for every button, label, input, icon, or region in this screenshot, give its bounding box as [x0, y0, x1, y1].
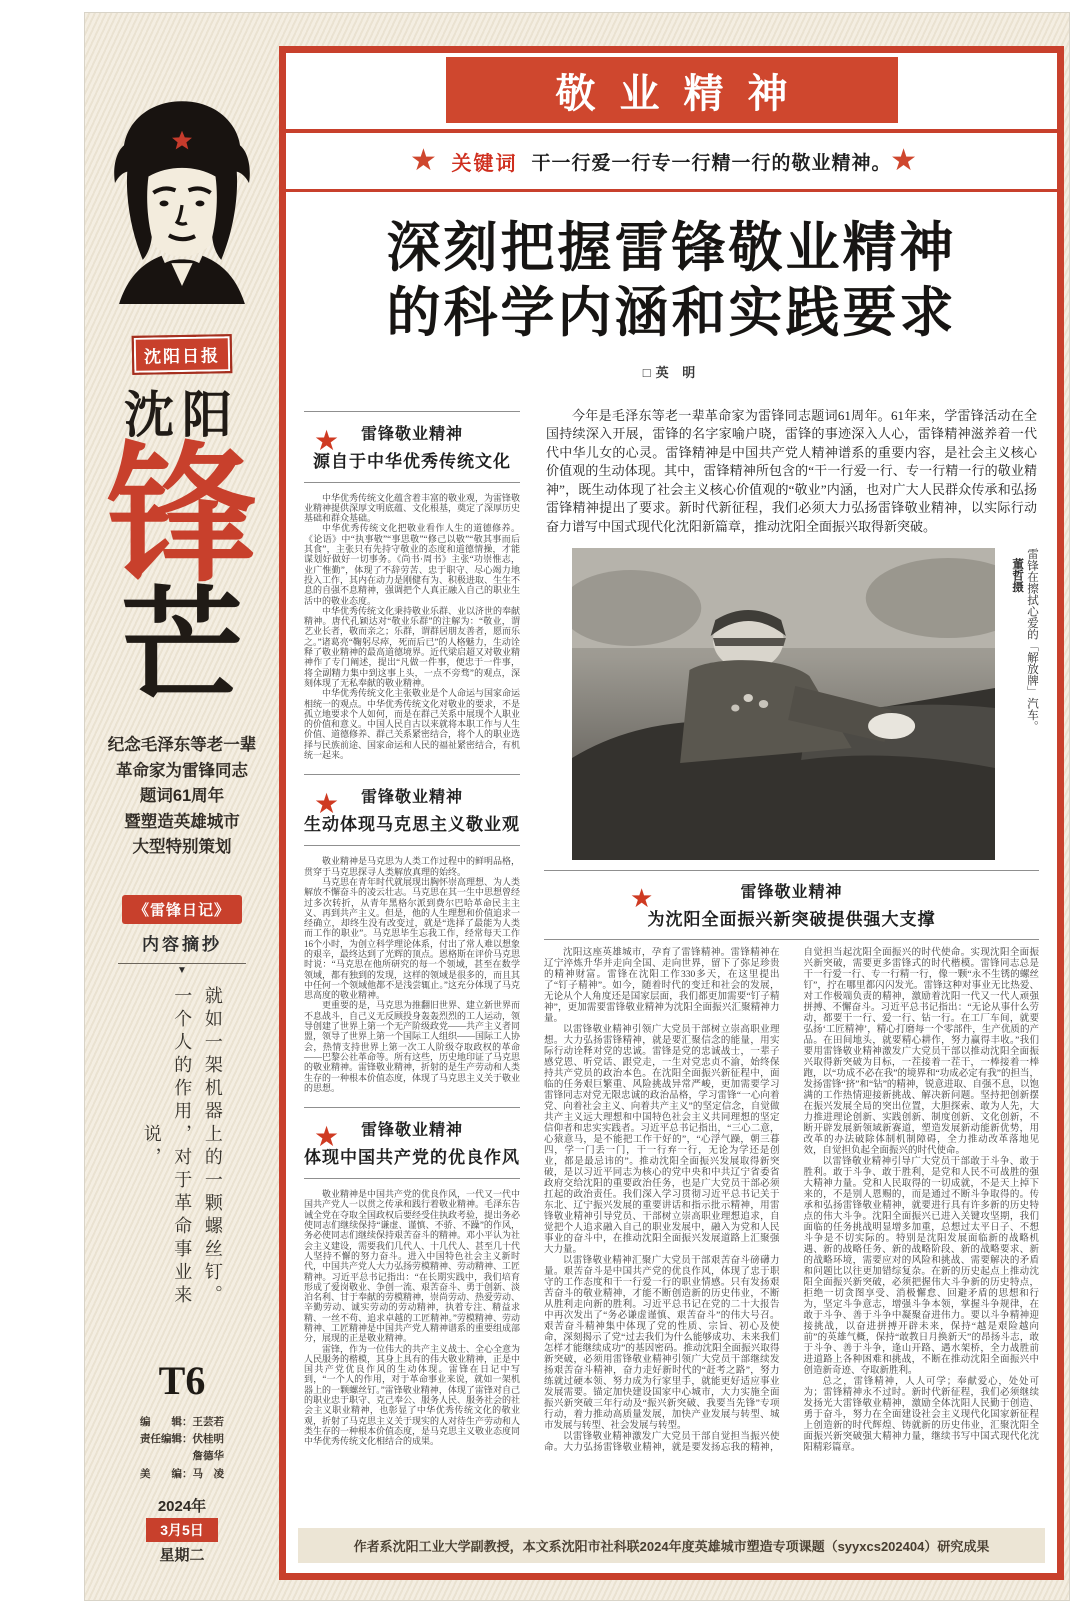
keyword-text: 干一行爱一行专一行精一行的敬业精神。: [531, 152, 892, 174]
date-weekday: 星期二: [159, 1547, 205, 1565]
staff-line: 詹德华: [140, 1450, 224, 1463]
quote-column: 一个人的作用，对于革命事业来说，: [141, 985, 193, 1308]
paragraph: 以雷锋敬业精神汇聚广大党员干部艰苦奋斗磅礴力量。艰苦奋斗是中国共产党的优良作风，体现了忠于职守的工作态度和干一行爱一行的职业情感。只有发扬艰苦奋斗的敬业精神，才能不断创造新的历史伟业，不断从胜利走向新的胜利。习近平总书记在党的二十大报告中再次发出了“务必谦虚谨慎、艰苦奋斗”的伟大号召。艰苦奋斗精神集中体现了党的性质、宗旨、初心及使命，深刻揭示了党“过去我们为什么能够成功、未来我们怎样才能继续成功”的基因密码。推动沈阳全面振兴取得新突破，必须用雷锋敬业精神引领广大党员干部继续发扬艰苦奋斗精神，奋力走好新时代的“赶考之路”，努力练就过硬本领、努力成为行家里手，就能更好适应事业发展需要。锚定加快建设国家中心城市，大力实施全面振兴新突破三年行动及“振兴新突破、我要当先锋”专项行动，着力推动高质量发展，加快产业发展与转型、城市发展与转型、社会发展与转型。: [544, 1256, 780, 1432]
lei-feng-photo: [572, 548, 995, 860]
lei-feng-portrait-illustration: [106, 75, 258, 327]
section2-header: [304, 774, 520, 846]
article-author: □英 明: [642, 364, 701, 380]
section2-title2: 生动体现马克思主义敬业观: [304, 815, 520, 835]
subtitle-line: 纪念毛泽东等老一辈: [107, 736, 257, 754]
banner-title: 敬业精神: [446, 57, 898, 123]
paragraph: 雷锋，作为一位伟大的共产主义战士、全心全意为人民服务的楷模，其身上具有的伟大敬业精神，正是中国共产党优良作风的生动体现。雷锋在日记中写到，“一个人的作用，对于革命事业来说，就如一架机器上的一颗螺丝钉。”雷锋敬业精神，体现了雷锋对自己的职业忠于职守、克己奉公、服务人民、服务社会的社会主义职业精神，也彰显了中华优秀传统文化的敬业观，折射了马克思主义关于现实的人对待生产劳动和人类生存的一种根本价值态度，是马克思主义敬业态度同中华优秀传统文化相结合的成果。: [304, 1343, 521, 1447]
section3-title1: 雷锋敬业精神: [360, 1122, 463, 1140]
diary-divider: [118, 963, 246, 976]
section3-header: [304, 1107, 520, 1179]
left-column: [304, 397, 520, 1455]
date-year: 2024年: [157, 1498, 207, 1516]
section2-title1: 雷锋敬业精神: [360, 789, 463, 807]
star-icon: ★: [314, 788, 340, 820]
paragraph: 总之，雷锋精神，人人可学；奉献爱心，处处可为；雷锋精神永不过时。新时代新征程，我们必须继续发扬光大雷锋敬业精神，激励全体沈阳人民勤于创造、勇于奋斗，努力在全面建设社会主义现代化国家新征程上创造新的时代辉煌、铸就新的历史伟业，汇聚沈阳全面振兴新突破强大精神力量，继续书写中国式现代化沈阳精彩篇章。: [803, 1377, 1039, 1454]
masthead-feng: 锋: [106, 431, 257, 599]
paragraph: 以雷锋敬业精神引导广大党员干部敢于斗争、敢于胜利。敢于斗争、敢于胜利，是党和人民不可战胜的强大精神力量。党和人民取得的一切成就，不是天上掉下来的，不是别人恩赐的，而是通过不断斗争取得的。传承和弘扬雷锋敬业精神，就要进行具有许多新的历史特点的伟大斗争。沈阳全面振兴已进入关键攻坚期，我们面临的任务挑战明显增多加重，总想过太平日子、不想斗争是不切实际的。特别是沈阳发展面临新的战略机遇、新的战略任务、新的战略阶段、新的战略要求、新的战略环境，需要应对的风险和挑战、需要解决的矛盾和问题比以往更加错综复杂。在新的历史起点上推动沈阳全面振兴新突破，必须把握伟大斗争新的历史特点，拒绝一切贪图享受、消极懈怠、回避矛盾的思想和行为，坚定斗争意志，增强斗争本领，掌握斗争规律，在敢于斗争、善于斗争中凝聚奋进伟力。要以斗争精神迎接挑战，以奋进拼搏开辟未来，保持“越是艰险越向前”的英雄气概，保持“敢教日月换新天”的昂扬斗志，敢于斗争、善于斗争，逢山开路、遇水架桥，全力战胜前进道路上各种困难和挑战，不断在推动沈阳全面振兴中创造新奇迹、夺取新胜利。: [803, 1157, 1039, 1377]
subtitle-line: 大型特别策划: [132, 838, 232, 857]
star-icon: ★: [890, 144, 917, 177]
star-icon: ★: [630, 883, 654, 914]
section3-title2: 体现中国共产党的优良作风: [304, 1148, 520, 1168]
special-plan-subtitle: [85, 733, 279, 861]
paragraph: 中华优秀传统文化蕴含着丰富的敬业观，为雷锋敬业精神提供深厚文明底蕴、文化根基，奠定了深厚历史基础和群众基础。: [304, 492, 521, 524]
paragraph: 以雷锋敬业精神引领广大党员干部树立崇高职业理想。大力弘扬雷锋精神，就是要汇聚信念的能量，用实际行动诠释对党的忠诚。雷锋是党的忠诚战士，一辈子感党恩、听党话、跟党走，一生对党忠贞不渝，始终保持共产党员的政治本色。在沈阳全面振兴新征程中，面临的任务艰巨繁重、风险挑战异常严峻，更加需要学习雷锋同志对党无限忠诚的政治品格，学习雷锋“一心向着党、向着社会主义、向着共产主义”的坚定信念，自觉做共产主义远大理想和中国特色社会主义共同理想的坚定信仰者和忠实实践者。习近平总书记指出，“三心二意，心猿意马，是不能把工作干好的”，“心浮气躁，朝三暮四，学一门丢一门，干一行弃一行，无论为学还是创业，都是最忌讳的”。推动沈阳全面振兴发展取得新突破，是以习近平同志为核心的党中央和中共辽宁省委省政府交给沈阳的重要政治任务，也是广大党员干部必须扛起的政治责任。我们深入学习贯彻习近平总书记关于东北、辽宁振兴发展的重要讲话和指示批示精神，用雷锋敬业精神引导党员、干部树立崇高职业理想追求，自觉把个人追求融入自己的职业发展中，融入为党和人民事业的奋斗中，在推动沈阳全面振兴发展道路上汇聚强大力量。: [544, 1025, 780, 1256]
subtitle-line: 革命家为雷锋同志: [116, 761, 248, 780]
page-number: T6: [158, 1357, 206, 1403]
masthead-mang: 芒: [121, 578, 243, 714]
headline-line1: 深刻把握雷锋敬业精神: [386, 218, 957, 278]
paragraph: 中华优秀传统文化秉持敬业乐群、业以济世的奉献精神。唐代孔颖达对“敬业乐群”的注解为：“敬业，谓艺业长者，敬而亲之；乐群，谓群居朋友善者，愿而乐之。”诸葛亮“鞠躬尽瘁，死而后已”的人格魅力，生动诠释了敬业精神的最高道德境界。近代梁启超又对敬业精神作了专门阐述，提出“凡做一件事，便忠于一件事，将全副精力集中到这事上头，一点不旁骛”的观点，深刻体现了无私奉献的敬业精神。: [304, 605, 521, 688]
date-day: 3月5日: [146, 1518, 218, 1542]
masthead-shenyang: 沈阳: [124, 387, 240, 443]
diary-quote-vertical: [136, 982, 228, 1312]
shenyang-daily-seal: 沈阳日报: [132, 334, 233, 375]
paragraph: 马克思在青年时代就展现出胸怀崇高理想、为人类解放不懈奋斗的凌云壮志。马克思在其一生中思想曾经过多次转折，从青年黑格尔派到费尔巴哈革命民主主义、再到共产主义。但是，他的人生理想和价值追求一经确立，却终生没有改变过，就是“选择了最能为人类而工作的职业”。马克思毕生忘我工作，经常每天工作16个小时，为创立科学理论体系，付出了常人难以想象的艰辛，最终达到了光辉的顶点。恩格斯在评价马克思时说：“马克思在他所研究的每一个领域，甚至在数学领域，都有独到的发现，这样的领域是很多的，而且其中任何一个领域他都不是浅尝辄止。”这充分体现了马克思高度的敬业精神。: [304, 876, 521, 1001]
article-headline: [286, 216, 1057, 346]
sidebar: [85, 13, 279, 1600]
section1-title1: 雷锋敬业精神: [360, 425, 463, 443]
staff-line: 责任编辑：伏桂明: [140, 1433, 224, 1446]
keyword-row: [286, 133, 1057, 192]
paragraph: 沈阳这座英雄城市，孕育了雷锋精神。雷锋精神在辽宁淬炼升华并走向全国、走向世界，留下了弥足珍贵的精神财富。雷锋在沈阳工作330多天，在这里提出了“钉子精神”。如今，随着时代的变迁和社会的发展，无论从个人角度还是国家层面，我们都更加需要“钉子精神”，更加需要雷锋敬业精神为沈阳全面振兴汇聚精神力量。: [544, 948, 780, 1025]
star-icon: ★: [410, 144, 437, 177]
section1-header: [304, 411, 520, 483]
diary-excerpt-label: 内容摘抄: [142, 934, 222, 954]
date-block: [85, 1495, 279, 1565]
star-icon: ★: [314, 1121, 340, 1153]
keyword-label: 关键词: [451, 152, 518, 175]
quote-column: 就如一架机器上的一颗螺丝钉。: [202, 985, 223, 1308]
photo-caption: [1009, 548, 1039, 860]
section1-title2: 源自于中华优秀传统文化: [313, 451, 511, 471]
article-body: [286, 391, 1057, 1455]
paragraph: 敬业精神是中国共产党的优良作风，一代又一代中国共产党人一以贯之传承和践行着敬业精神。毛泽东告诫全党在夺取全国政权后要经受住执政考验，提出务必使同志们继续保持“谦虚、谨慎、不骄、不躁”的作风，务必使同志们继续保持艰苦奋斗的精神。邓小平认为社会主义建设，需要我们几代人、十几代人、甚至几十代人坚持不懈的努力奋斗。进入中国特色社会主义新时代，中国共产党人大力弘扬劳模精神、劳动精神、工匠精神。习近平总书记指出：“在长期实践中，我们培育形成了爱岗敬业、争创一流、艰苦奋斗、勇于创新、淡泊名利、甘于奉献的劳模精神，崇尚劳动、热爱劳动、辛勤劳动、诚实劳动的劳动精神，执着专注、精益求精、一丝不苟、追求卓越的工匠精神。”劳模精神、劳动精神、工匠精神是中国共产党人精神谱系的重要组成部分，展现的正是敬业精神。: [304, 1189, 521, 1344]
paper-sheet: [84, 12, 1070, 1601]
section4-title2: 为沈阳全面振兴新突破提供强大支撑: [647, 910, 936, 930]
right-area: [544, 397, 1039, 1455]
section4-header: [544, 870, 1039, 940]
banner-band: [286, 53, 1057, 133]
paragraph: 中华优秀传统文化主张敬业是个人命运与国家命运相统一的观点。中华优秀传统文化对敬业的要求，不是孤立地要求个人如何，而是在群己关系中展现个人职业的价值和意义。中国人民自古以来就将本职工作与人生价值、道德修养、群己关系紧密结合，将个人的职业选择与民族前途、国家命运和人民的福祉紧密结合，有机统一起来。: [304, 688, 521, 761]
paragraph: 敬业精神是马克思为人类工作过程中的鲜明品格，贯穿于马克思探寻人类解放真理的始终。: [304, 856, 521, 877]
section4-columns: [544, 948, 1039, 1454]
staff-line: 编 辑：王芸若: [140, 1415, 224, 1428]
caption-text: 雷锋在擦拭心爱的「解放牌」汽车。: [1026, 548, 1038, 733]
lead-paragraph: 今年是毛泽东等老一辈革命家为雷锋同志题词61周年。61年来，学雷锋活动在全国持续深入开展，雷锋的名字家喻户晓，雷锋的事迹深入人心，雷锋精神滋养着一代代中华儿女的心灵。雷锋精神是中国共产党人精神谱系的重要内容，是社会主义核心价值观的生动体现。其中，雷锋精神所包含的“干一行爱一行、专一行精一行的敬业精神”，既生动体现了社会主义核心价值观的“敬业”内涵，也对广大人民群众传承和弘扬雷锋精神提出了要求。新时代新征程，我们必须大力弘扬雷锋敬业精神，以实际行动奋力谱写中国式现代化沈阳新篇章，推动沈阳全面振兴取得新突破。: [546, 407, 1037, 534]
staff-credits: [85, 1414, 279, 1483]
subtitle-line: 暨塑造英雄城市: [124, 812, 240, 831]
photo-block: [572, 548, 1039, 860]
photo-credit: 董哲摄: [1011, 558, 1024, 593]
lei-feng-diary-badge: 《雷锋日记》: [122, 895, 242, 924]
paragraph: 更重要的是，马克思为推翻旧世界、建立新世界而不息战斗，自己义无反顾投身轰轰烈烈的工人运动，领导创建了世界上第一个无产阶级政党——共产主义者同盟，领导了世界上第一个国际工人组织——国际工人协会，热情支持世界上第一次工人阶级夺取政权的革命——巴黎公社革命等。所有这些，历史地印证了马克思的敬业精神。雷锋敬业精神，折射的是生产劳动和人类生存的一种根本价值态度，体现了马克思主义关于敬业的思想。: [304, 1000, 521, 1093]
article-frame: [279, 46, 1064, 1580]
down-triangle-icon: ▼: [177, 964, 187, 976]
paragraph: 中华优秀传统文化把敬业看作人生的道德修养。《论语》中“执事敬”“事思敬”“修己以敬”“敬其事而后其食”，主张只有先持守敬业的态度和道德情操，才能谋划好做好一切事务。《尚书·周书》主张“功崇惟志，业广惟勤”，体现了不辞劳苦、忠于职守、尽心竭力地投入工作，其内在动力是刚健有为、积极进取、生生不息的自强不息精神，强调把个人真正融入自己的职业生活中的敬业态度。: [304, 523, 521, 606]
subtitle-line: 题词61周年: [139, 787, 225, 806]
headline-line2: 的科学内涵和实践要求: [386, 282, 957, 343]
article-footnote: 作者系沈阳工业大学副教授，本文系沈阳市社科联2024年度英雄城市塑造专项课题（syyxcs202404）研究成果: [298, 1528, 1045, 1563]
staff-line: 美 编：马 凌: [140, 1467, 224, 1480]
section4-title1: 雷锋敬业精神: [740, 884, 843, 902]
paragraph: 以雷锋敬业精神激发广大党员干部自觉担当振兴使命。大力弘扬雷锋敬业精神，就是要发扬忘我的精神，自觉担当起沈阳全面振兴的时代使命。实现沈阳全面振兴新突破，需要更多雷锋式的时代楷模。雷锋同志总是干一行爱一行、专一行精一行，像一颗“永不生锈的螺丝钉”，拧在哪里都闪闪发光。雷锋这种对事业无比热爱、对工作极端负责的精神，激励着沈阳一代又一代人顽强拼搏、不懈奋斗。习近平总书记指出：“无论从事什么劳动，都要干一行、爱一行、钻一行。在工厂车间，就要弘扬‘工匠精神’，精心打磨每一个零部件，生产优质的产品。在田间地头，就要精心耕作，努力赢得丰收。”我们要用雷锋敬业精神激发广大党员干部以推动沈阳全面振兴取得新突破为目标，一茬接着一茬干，一棒接着一棒跑，以“功成不必在我”的境界和“功成必定有我”的担当，发扬雷锋“挤”和“钻”的精神，锐意进取、自强不息，以饱满的工作热情迎接新挑战、解决新问题。坚持把创新摆在振兴发展全局的突出位置，大胆探索、敢为人先，大力推进理论创新、实践创新、制度创新、文化创新，不断开辟发展新领域新赛道，塑造发展新动能新优势，用改革的办法破除体制机制障碍，全力推动改革落地见效，自觉担负起全面振兴的时代使命。: [544, 948, 1039, 1454]
star-icon: ★: [314, 424, 340, 456]
